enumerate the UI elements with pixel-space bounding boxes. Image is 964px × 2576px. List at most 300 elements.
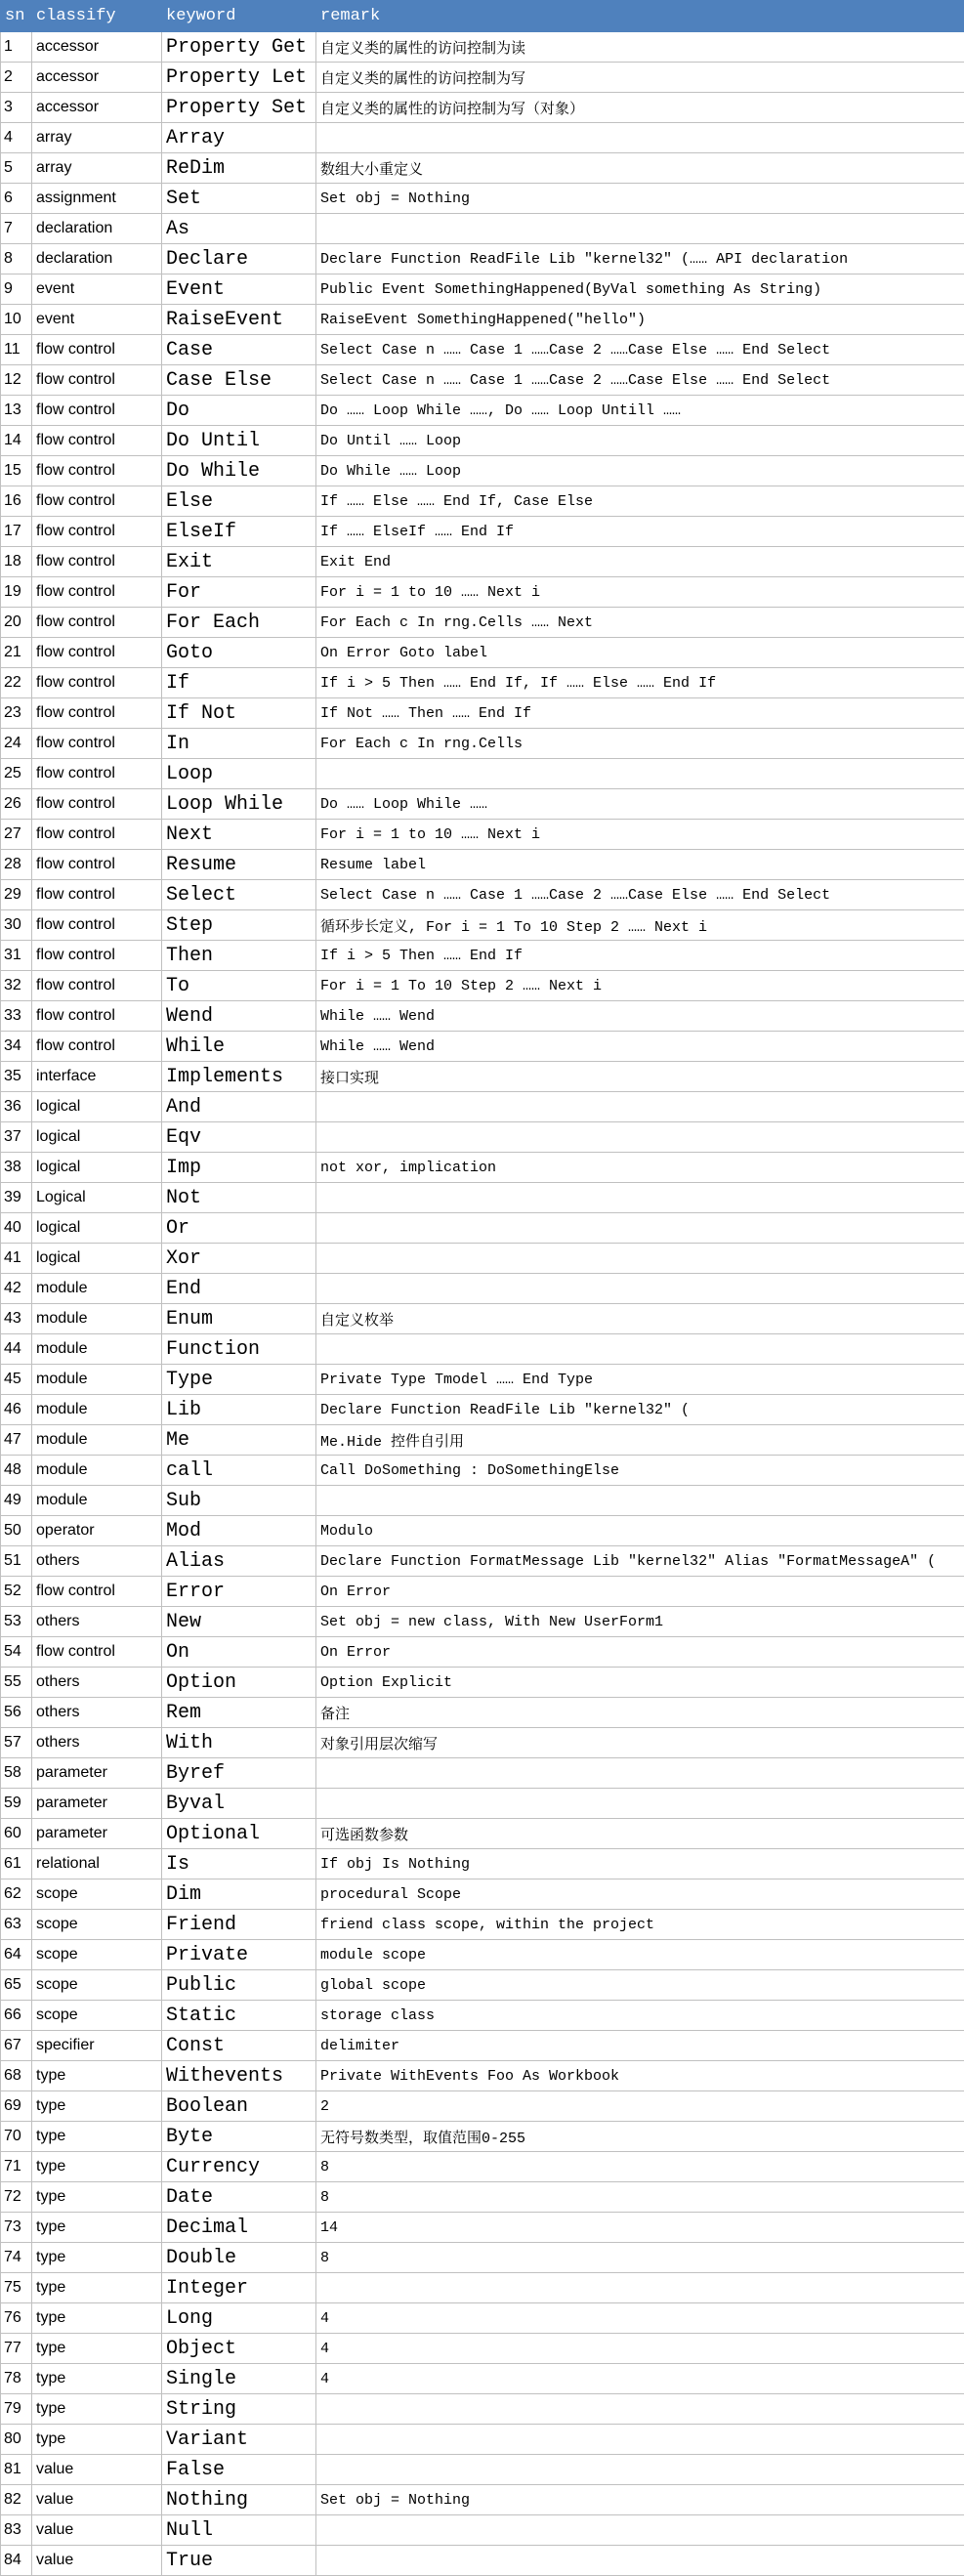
cell-keyword[interactable]: Option (162, 1668, 316, 1698)
cell-keyword[interactable]: Case Else (162, 365, 316, 396)
cell-sn[interactable]: 2 (1, 63, 32, 93)
cell-remark[interactable] (316, 1334, 964, 1365)
cell-classify[interactable]: flow control (32, 365, 162, 396)
cell-remark[interactable]: global scope (316, 1970, 964, 2001)
cell-keyword[interactable]: Eqv (162, 1122, 316, 1153)
cell-keyword[interactable]: Resume (162, 850, 316, 880)
cell-remark[interactable] (316, 1092, 964, 1122)
cell-sn[interactable]: 39 (1, 1183, 32, 1213)
cell-sn[interactable]: 14 (1, 426, 32, 456)
cell-sn[interactable]: 63 (1, 1910, 32, 1940)
cell-classify[interactable]: module (32, 1486, 162, 1516)
cell-classify[interactable]: value (32, 2455, 162, 2485)
cell-keyword[interactable]: Property Set (162, 93, 316, 123)
cell-classify[interactable]: value (32, 2546, 162, 2576)
cell-keyword[interactable]: Loop While (162, 789, 316, 820)
cell-sn[interactable]: 82 (1, 2485, 32, 2515)
cell-remark[interactable]: If …… Else …… End If, Case Else (316, 486, 964, 517)
cell-classify[interactable]: flow control (32, 547, 162, 577)
cell-remark[interactable]: 4 (316, 2364, 964, 2394)
cell-classify[interactable]: type (32, 2213, 162, 2243)
cell-sn[interactable]: 3 (1, 93, 32, 123)
cell-sn[interactable]: 34 (1, 1032, 32, 1062)
cell-classify[interactable]: specifier (32, 2031, 162, 2061)
cell-remark[interactable]: not xor, implication (316, 1153, 964, 1183)
cell-sn[interactable]: 15 (1, 456, 32, 486)
cell-classify[interactable]: flow control (32, 820, 162, 850)
cell-remark[interactable]: 14 (316, 2213, 964, 2243)
cell-sn[interactable]: 81 (1, 2455, 32, 2485)
cell-keyword[interactable]: Long (162, 2303, 316, 2334)
cell-classify[interactable]: flow control (32, 910, 162, 941)
cell-remark[interactable]: 自定义枚举 (316, 1304, 964, 1334)
cell-sn[interactable]: 60 (1, 1819, 32, 1849)
cell-remark[interactable]: Declare Function ReadFile Lib "kernel32" (…… API declaration (316, 244, 964, 274)
header-classify[interactable]: classify (32, 1, 162, 32)
cell-classify[interactable]: flow control (32, 1001, 162, 1032)
cell-sn[interactable]: 42 (1, 1274, 32, 1304)
cell-remark[interactable]: Exit End (316, 547, 964, 577)
cell-remark[interactable]: 4 (316, 2334, 964, 2364)
cell-remark[interactable] (316, 214, 964, 244)
cell-keyword[interactable]: call (162, 1456, 316, 1486)
cell-classify[interactable]: flow control (32, 486, 162, 517)
cell-remark[interactable]: 对象引用层次缩写 (316, 1728, 964, 1758)
cell-classify[interactable]: logical (32, 1153, 162, 1183)
cell-sn[interactable]: 51 (1, 1546, 32, 1577)
cell-classify[interactable]: flow control (32, 759, 162, 789)
cell-sn[interactable]: 4 (1, 123, 32, 153)
cell-classify[interactable]: type (32, 2061, 162, 2091)
cell-classify[interactable]: type (32, 2364, 162, 2394)
cell-sn[interactable]: 80 (1, 2425, 32, 2455)
cell-sn[interactable]: 68 (1, 2061, 32, 2091)
cell-keyword[interactable]: RaiseEvent (162, 305, 316, 335)
cell-classify[interactable]: type (32, 2091, 162, 2122)
cell-sn[interactable]: 52 (1, 1577, 32, 1607)
cell-remark[interactable]: If …… ElseIf …… End If (316, 517, 964, 547)
cell-remark[interactable]: Option Explicit (316, 1668, 964, 1698)
cell-remark[interactable]: 可选函数参数 (316, 1819, 964, 1849)
cell-sn[interactable]: 69 (1, 2091, 32, 2122)
cell-sn[interactable]: 70 (1, 2122, 32, 2152)
cell-keyword[interactable]: Private (162, 1940, 316, 1970)
cell-classify[interactable]: declaration (32, 214, 162, 244)
cell-sn[interactable]: 50 (1, 1516, 32, 1546)
cell-classify[interactable]: accessor (32, 63, 162, 93)
cell-classify[interactable]: operator (32, 1516, 162, 1546)
cell-keyword[interactable]: End (162, 1274, 316, 1304)
cell-sn[interactable]: 61 (1, 1849, 32, 1879)
cell-sn[interactable]: 79 (1, 2394, 32, 2425)
cell-remark[interactable] (316, 2273, 964, 2303)
cell-classify[interactable]: relational (32, 1849, 162, 1879)
cell-classify[interactable]: scope (32, 1970, 162, 2001)
cell-sn[interactable]: 12 (1, 365, 32, 396)
cell-remark[interactable] (316, 1122, 964, 1153)
cell-keyword[interactable]: For Each (162, 608, 316, 638)
cell-keyword[interactable]: Null (162, 2515, 316, 2546)
cell-classify[interactable]: value (32, 2485, 162, 2515)
cell-remark[interactable]: For i = 1 To 10 Step 2 …… Next i (316, 971, 964, 1001)
cell-keyword[interactable]: Alias (162, 1546, 316, 1577)
cell-sn[interactable]: 29 (1, 880, 32, 910)
cell-sn[interactable]: 26 (1, 789, 32, 820)
cell-remark[interactable]: On Error (316, 1577, 964, 1607)
cell-keyword[interactable]: Me (162, 1425, 316, 1456)
cell-keyword[interactable]: Lib (162, 1395, 316, 1425)
cell-classify[interactable]: flow control (32, 1577, 162, 1607)
cell-keyword[interactable]: Goto (162, 638, 316, 668)
cell-classify[interactable]: flow control (32, 1032, 162, 1062)
cell-sn[interactable]: 11 (1, 335, 32, 365)
cell-sn[interactable]: 57 (1, 1728, 32, 1758)
cell-keyword[interactable]: Byval (162, 1789, 316, 1819)
cell-remark[interactable]: On Error (316, 1637, 964, 1668)
cell-remark[interactable]: Set obj = Nothing (316, 184, 964, 214)
cell-sn[interactable]: 13 (1, 396, 32, 426)
cell-classify[interactable]: others (32, 1546, 162, 1577)
cell-classify[interactable]: type (32, 2303, 162, 2334)
cell-classify[interactable]: module (32, 1304, 162, 1334)
cell-remark[interactable] (316, 123, 964, 153)
cell-keyword[interactable]: Implements (162, 1062, 316, 1092)
cell-classify[interactable]: flow control (32, 850, 162, 880)
cell-classify[interactable]: value (32, 2515, 162, 2546)
cell-keyword[interactable]: If Not (162, 698, 316, 729)
cell-keyword[interactable]: Do While (162, 456, 316, 486)
cell-remark[interactable] (316, 2455, 964, 2485)
cell-sn[interactable]: 73 (1, 2213, 32, 2243)
cell-classify[interactable]: type (32, 2334, 162, 2364)
cell-keyword[interactable]: Sub (162, 1486, 316, 1516)
cell-remark[interactable]: 备注 (316, 1698, 964, 1728)
cell-classify[interactable]: declaration (32, 244, 162, 274)
cell-keyword[interactable]: Step (162, 910, 316, 941)
cell-remark[interactable] (316, 1213, 964, 1244)
cell-keyword[interactable]: Variant (162, 2425, 316, 2455)
cell-classify[interactable]: flow control (32, 1637, 162, 1668)
cell-remark[interactable] (316, 2425, 964, 2455)
cell-keyword[interactable]: And (162, 1092, 316, 1122)
cell-sn[interactable]: 31 (1, 941, 32, 971)
cell-classify[interactable]: module (32, 1365, 162, 1395)
cell-sn[interactable]: 40 (1, 1213, 32, 1244)
cell-keyword[interactable]: Function (162, 1334, 316, 1365)
cell-sn[interactable]: 78 (1, 2364, 32, 2394)
cell-sn[interactable]: 66 (1, 2001, 32, 2031)
cell-keyword[interactable]: Property Get (162, 32, 316, 63)
cell-keyword[interactable]: Friend (162, 1910, 316, 1940)
cell-remark[interactable]: 无符号数类型，取值范围0-255 (316, 2122, 964, 2152)
cell-keyword[interactable]: Then (162, 941, 316, 971)
cell-remark[interactable]: Public Event SomethingHappened(ByVal something As String) (316, 274, 964, 305)
cell-sn[interactable]: 46 (1, 1395, 32, 1425)
cell-classify[interactable]: type (32, 2425, 162, 2455)
cell-classify[interactable]: flow control (32, 608, 162, 638)
cell-classify[interactable]: event (32, 305, 162, 335)
cell-classify[interactable]: flow control (32, 789, 162, 820)
cell-remark[interactable] (316, 1789, 964, 1819)
cell-classify[interactable]: type (32, 2243, 162, 2273)
cell-remark[interactable]: 4 (316, 2303, 964, 2334)
cell-remark[interactable]: Do …… Loop While ……, Do …… Loop Untill …… (316, 396, 964, 426)
cell-keyword[interactable]: Decimal (162, 2213, 316, 2243)
cell-sn[interactable]: 7 (1, 214, 32, 244)
cell-classify[interactable]: Logical (32, 1183, 162, 1213)
cell-sn[interactable]: 44 (1, 1334, 32, 1365)
cell-remark[interactable]: Declare Function FormatMessage Lib "kernel32" Alias "FormatMessageA" ( (316, 1546, 964, 1577)
cell-remark[interactable]: Select Case n …… Case 1 ……Case 2 ……Case Else …… End Select (316, 335, 964, 365)
cell-remark[interactable]: Private WithEvents Foo As Workbook (316, 2061, 964, 2091)
cell-keyword[interactable]: Next (162, 820, 316, 850)
cell-sn[interactable]: 55 (1, 1668, 32, 1698)
cell-sn[interactable]: 6 (1, 184, 32, 214)
cell-keyword[interactable]: Currency (162, 2152, 316, 2182)
cell-classify[interactable]: others (32, 1668, 162, 1698)
cell-sn[interactable]: 23 (1, 698, 32, 729)
cell-sn[interactable]: 10 (1, 305, 32, 335)
cell-keyword[interactable]: Property Let (162, 63, 316, 93)
cell-classify[interactable]: scope (32, 1879, 162, 1910)
cell-classify[interactable]: logical (32, 1092, 162, 1122)
cell-keyword[interactable]: Declare (162, 244, 316, 274)
cell-remark[interactable]: Select Case n …… Case 1 ……Case 2 ……Case Else …… End Select (316, 365, 964, 396)
cell-remark[interactable]: Set obj = Nothing (316, 2485, 964, 2515)
cell-remark[interactable]: On Error Goto label (316, 638, 964, 668)
cell-sn[interactable]: 9 (1, 274, 32, 305)
cell-remark[interactable] (316, 1274, 964, 1304)
cell-keyword[interactable]: Double (162, 2243, 316, 2273)
header-keyword[interactable]: keyword (162, 1, 316, 32)
cell-remark[interactable]: Resume label (316, 850, 964, 880)
cell-remark[interactable]: procedural Scope (316, 1879, 964, 1910)
cell-remark[interactable]: Do …… Loop While …… (316, 789, 964, 820)
cell-keyword[interactable]: Array (162, 123, 316, 153)
cell-sn[interactable]: 76 (1, 2303, 32, 2334)
cell-keyword[interactable]: Static (162, 2001, 316, 2031)
cell-keyword[interactable]: Nothing (162, 2485, 316, 2515)
cell-keyword[interactable]: True (162, 2546, 316, 2576)
cell-keyword[interactable]: Case (162, 335, 316, 365)
cell-remark[interactable] (316, 759, 964, 789)
cell-remark[interactable]: storage class (316, 2001, 964, 2031)
cell-sn[interactable]: 75 (1, 2273, 32, 2303)
cell-keyword[interactable]: Withevents (162, 2061, 316, 2091)
cell-remark[interactable]: For Each c In rng.Cells …… Next (316, 608, 964, 638)
cell-remark[interactable]: For i = 1 to 10 …… Next i (316, 820, 964, 850)
cell-classify[interactable]: flow control (32, 971, 162, 1001)
cell-classify[interactable]: flow control (32, 396, 162, 426)
cell-sn[interactable]: 8 (1, 244, 32, 274)
cell-remark[interactable]: delimiter (316, 2031, 964, 2061)
cell-keyword[interactable]: Not (162, 1183, 316, 1213)
cell-classify[interactable]: parameter (32, 1789, 162, 1819)
cell-classify[interactable]: type (32, 2122, 162, 2152)
cell-sn[interactable]: 19 (1, 577, 32, 608)
cell-sn[interactable]: 22 (1, 668, 32, 698)
cell-classify[interactable]: flow control (32, 426, 162, 456)
cell-sn[interactable]: 67 (1, 2031, 32, 2061)
cell-classify[interactable]: module (32, 1395, 162, 1425)
cell-remark[interactable]: Call DoSomething : DoSomethingElse (316, 1456, 964, 1486)
cell-classify[interactable]: type (32, 2394, 162, 2425)
cell-keyword[interactable]: Date (162, 2182, 316, 2213)
cell-keyword[interactable]: Do Until (162, 426, 316, 456)
cell-keyword[interactable]: Rem (162, 1698, 316, 1728)
cell-classify[interactable]: logical (32, 1244, 162, 1274)
cell-keyword[interactable]: Mod (162, 1516, 316, 1546)
cell-keyword[interactable]: Imp (162, 1153, 316, 1183)
cell-keyword[interactable]: Optional (162, 1819, 316, 1849)
cell-remark[interactable]: module scope (316, 1940, 964, 1970)
cell-keyword[interactable]: With (162, 1728, 316, 1758)
cell-sn[interactable]: 33 (1, 1001, 32, 1032)
cell-classify[interactable]: scope (32, 2001, 162, 2031)
cell-sn[interactable]: 5 (1, 153, 32, 184)
cell-sn[interactable]: 35 (1, 1062, 32, 1092)
cell-remark[interactable]: RaiseEvent SomethingHappened("hello") (316, 305, 964, 335)
cell-remark[interactable]: If Not …… Then …… End If (316, 698, 964, 729)
cell-sn[interactable]: 20 (1, 608, 32, 638)
cell-sn[interactable]: 41 (1, 1244, 32, 1274)
cell-keyword[interactable]: In (162, 729, 316, 759)
cell-keyword[interactable]: Byte (162, 2122, 316, 2152)
cell-classify[interactable]: flow control (32, 880, 162, 910)
cell-keyword[interactable]: Or (162, 1213, 316, 1244)
cell-keyword[interactable]: Loop (162, 759, 316, 789)
cell-sn[interactable]: 48 (1, 1456, 32, 1486)
cell-classify[interactable]: module (32, 1425, 162, 1456)
cell-keyword[interactable]: Do (162, 396, 316, 426)
cell-classify[interactable]: flow control (32, 517, 162, 547)
cell-remark[interactable]: If obj Is Nothing (316, 1849, 964, 1879)
cell-keyword[interactable]: Byref (162, 1758, 316, 1789)
cell-keyword[interactable]: Event (162, 274, 316, 305)
cell-classify[interactable]: others (32, 1607, 162, 1637)
cell-classify[interactable]: flow control (32, 698, 162, 729)
cell-sn[interactable]: 62 (1, 1879, 32, 1910)
cell-remark[interactable] (316, 2394, 964, 2425)
cell-remark[interactable]: While …… Wend (316, 1032, 964, 1062)
cell-sn[interactable]: 32 (1, 971, 32, 1001)
cell-classify[interactable]: event (32, 274, 162, 305)
cell-keyword[interactable]: For (162, 577, 316, 608)
cell-sn[interactable]: 1 (1, 32, 32, 63)
cell-classify[interactable]: others (32, 1698, 162, 1728)
cell-remark[interactable]: Select Case n …… Case 1 ……Case 2 ……Case Else …… End Select (316, 880, 964, 910)
cell-remark[interactable]: Modulo (316, 1516, 964, 1546)
cell-classify[interactable]: flow control (32, 456, 162, 486)
cell-keyword[interactable]: Enum (162, 1304, 316, 1334)
cell-classify[interactable]: module (32, 1456, 162, 1486)
cell-remark[interactable] (316, 1486, 964, 1516)
cell-keyword[interactable]: If (162, 668, 316, 698)
cell-classify[interactable]: assignment (32, 184, 162, 214)
cell-keyword[interactable]: Exit (162, 547, 316, 577)
cell-remark[interactable]: For i = 1 to 10 …… Next i (316, 577, 964, 608)
cell-remark[interactable]: Do While …… Loop (316, 456, 964, 486)
cell-remark[interactable]: Me.Hide 控件自引用 (316, 1425, 964, 1456)
cell-classify[interactable]: parameter (32, 1819, 162, 1849)
cell-remark[interactable]: 循环步长定义, For i = 1 To 10 Step 2 …… Next i (316, 910, 964, 941)
cell-sn[interactable]: 38 (1, 1153, 32, 1183)
cell-remark[interactable]: 8 (316, 2243, 964, 2273)
cell-classify[interactable]: type (32, 2182, 162, 2213)
cell-classify[interactable]: flow control (32, 335, 162, 365)
cell-classify[interactable]: type (32, 2152, 162, 2182)
cell-remark[interactable]: 自定义类的属性的访问控制为写 (316, 63, 964, 93)
cell-sn[interactable]: 84 (1, 2546, 32, 2576)
cell-classify[interactable]: flow control (32, 638, 162, 668)
cell-sn[interactable]: 25 (1, 759, 32, 789)
cell-keyword[interactable]: New (162, 1607, 316, 1637)
cell-sn[interactable]: 16 (1, 486, 32, 517)
cell-remark[interactable]: Set obj = new class, With New UserForm1 (316, 1607, 964, 1637)
cell-keyword[interactable]: Select (162, 880, 316, 910)
cell-classify[interactable]: flow control (32, 668, 162, 698)
cell-remark[interactable]: friend class scope, within the project (316, 1910, 964, 1940)
cell-remark[interactable] (316, 1758, 964, 1789)
cell-sn[interactable]: 30 (1, 910, 32, 941)
cell-sn[interactable]: 17 (1, 517, 32, 547)
cell-remark[interactable]: 自定义类的属性的访问控制为读 (316, 32, 964, 63)
cell-remark[interactable]: If i > 5 Then …… End If (316, 941, 964, 971)
cell-remark[interactable]: Declare Function ReadFile Lib "kernel32" ( (316, 1395, 964, 1425)
cell-keyword[interactable]: Is (162, 1849, 316, 1879)
cell-keyword[interactable]: Xor (162, 1244, 316, 1274)
cell-sn[interactable]: 56 (1, 1698, 32, 1728)
cell-keyword[interactable]: Single (162, 2364, 316, 2394)
cell-classify[interactable]: interface (32, 1062, 162, 1092)
cell-remark[interactable]: 自定义类的属性的访问控制为写（对象） (316, 93, 964, 123)
cell-keyword[interactable]: While (162, 1032, 316, 1062)
cell-sn[interactable]: 28 (1, 850, 32, 880)
cell-sn[interactable]: 74 (1, 2243, 32, 2273)
cell-remark[interactable]: 数组大小重定义 (316, 153, 964, 184)
cell-sn[interactable]: 43 (1, 1304, 32, 1334)
cell-keyword[interactable]: Error (162, 1577, 316, 1607)
cell-classify[interactable]: accessor (32, 93, 162, 123)
cell-classify[interactable]: logical (32, 1122, 162, 1153)
header-sn[interactable]: sn (1, 1, 32, 32)
cell-sn[interactable]: 59 (1, 1789, 32, 1819)
cell-classify[interactable]: array (32, 123, 162, 153)
cell-keyword[interactable]: Set (162, 184, 316, 214)
cell-remark[interactable]: 8 (316, 2152, 964, 2182)
cell-remark[interactable]: If i > 5 Then …… End If, If …… Else …… End If (316, 668, 964, 698)
cell-classify[interactable]: parameter (32, 1758, 162, 1789)
cell-keyword[interactable]: Dim (162, 1879, 316, 1910)
cell-classify[interactable]: module (32, 1274, 162, 1304)
cell-remark[interactable]: While …… Wend (316, 1001, 964, 1032)
cell-classify[interactable]: array (32, 153, 162, 184)
cell-sn[interactable]: 37 (1, 1122, 32, 1153)
cell-sn[interactable]: 64 (1, 1940, 32, 1970)
cell-classify[interactable]: scope (32, 1940, 162, 1970)
cell-sn[interactable]: 77 (1, 2334, 32, 2364)
cell-sn[interactable]: 72 (1, 2182, 32, 2213)
cell-keyword[interactable]: Type (162, 1365, 316, 1395)
cell-sn[interactable]: 18 (1, 547, 32, 577)
cell-classify[interactable]: module (32, 1334, 162, 1365)
cell-classify[interactable]: others (32, 1728, 162, 1758)
cell-classify[interactable]: flow control (32, 729, 162, 759)
cell-keyword[interactable]: ElseIf (162, 517, 316, 547)
cell-keyword[interactable]: To (162, 971, 316, 1001)
cell-keyword[interactable]: Else (162, 486, 316, 517)
cell-remark[interactable] (316, 2515, 964, 2546)
